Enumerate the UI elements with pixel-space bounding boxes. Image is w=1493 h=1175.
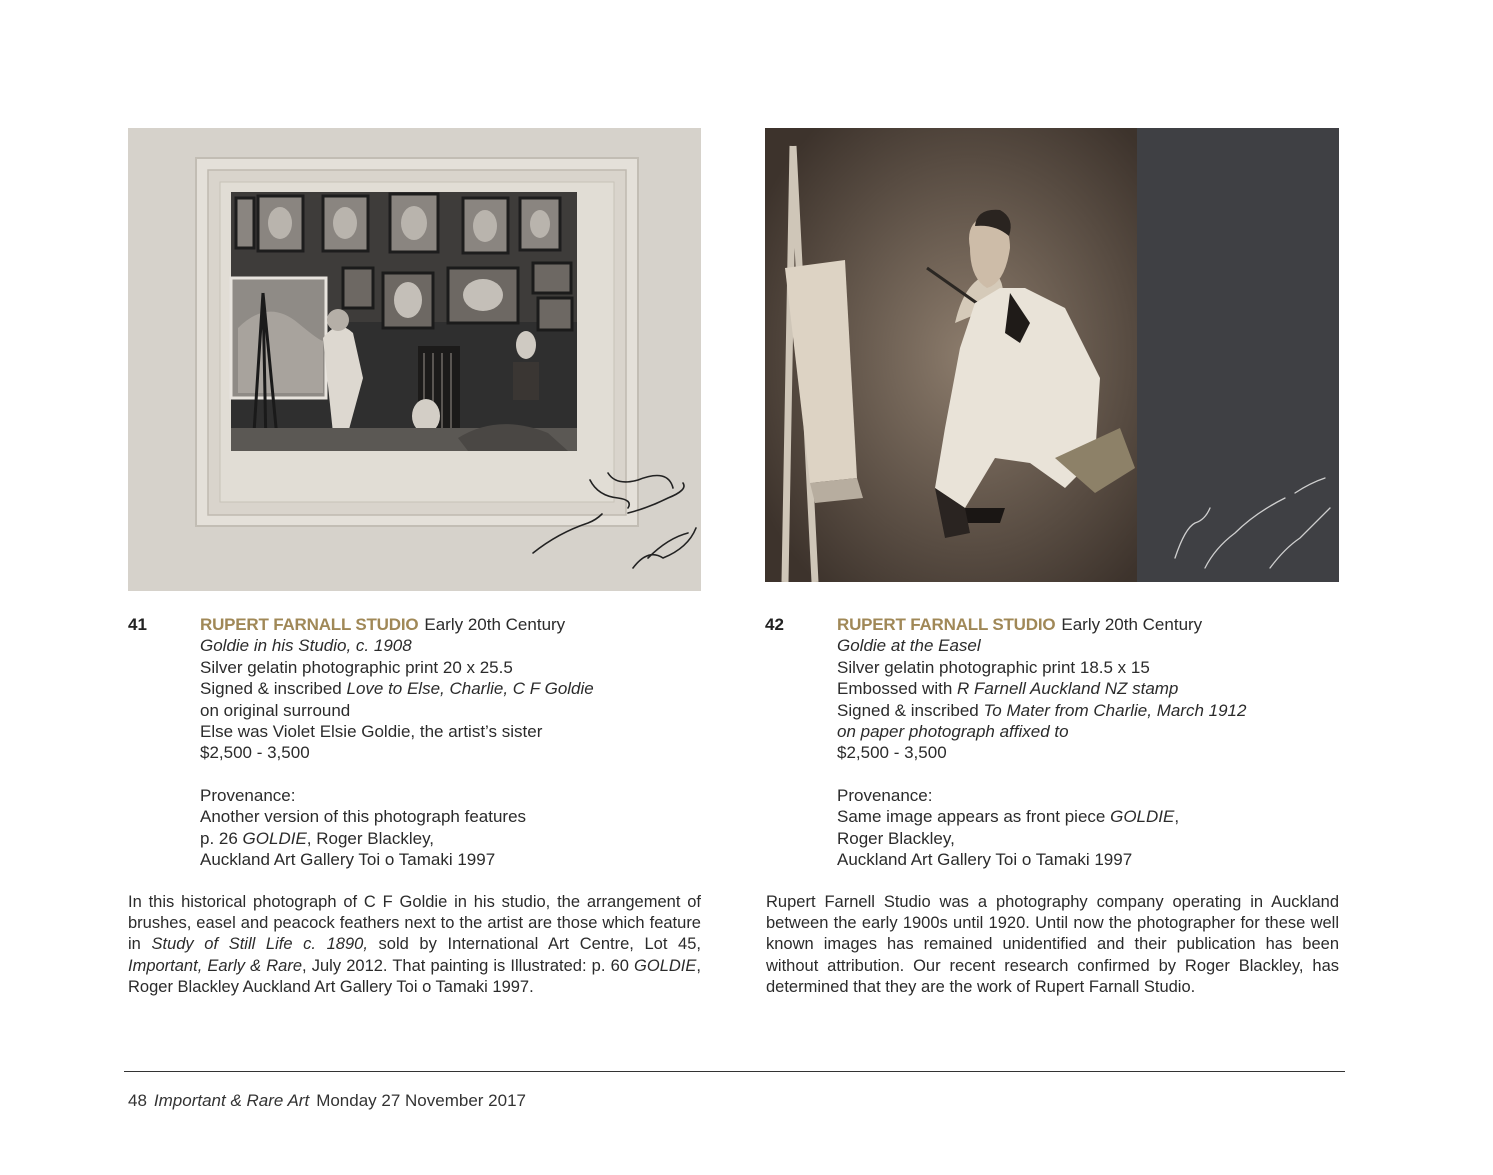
artwork-date: Early 20th Century xyxy=(1061,615,1203,634)
artwork-title: Goldie in his Studio, c. 1908 xyxy=(200,636,412,656)
sale-date: Monday 27 November 2017 xyxy=(316,1091,526,1110)
provenance-line-3: Auckland Art Gallery Toi o Tamaki 1997 xyxy=(200,850,496,870)
essay-text: In this historical photograph of C F Goldie in his studio, the arrangement of brushes, easel and peacock feathers next to the artist are those which feature in xyxy=(128,893,701,954)
signature-line-2: on original surround xyxy=(200,700,351,720)
artwork-title: Goldie at the Easel xyxy=(837,636,981,656)
provenance-text: Same image appears as front piece xyxy=(837,807,1111,827)
provenance-label: Provenance: xyxy=(837,785,933,805)
footer-rule xyxy=(124,1071,1345,1072)
signature-text: To Mater from Charlie, March 1912 xyxy=(983,700,1247,720)
lot-41-entry xyxy=(128,614,708,870)
artwork-medium: Silver gelatin photographic print 20 x 25.5 xyxy=(200,657,513,677)
provenance-line-3: Auckland Art Gallery Toi o Tamaki 1997 xyxy=(837,850,1133,870)
artist-name: RUPERT FARNALL STUDIO xyxy=(837,615,1056,634)
essay-text: , July 2012. That painting is Illustrated: p. 60 xyxy=(302,956,635,975)
signature-prefix: Signed & inscribed xyxy=(837,700,984,720)
estimate: $2,500 - 3,500 xyxy=(837,743,947,763)
provenance-line-2 xyxy=(200,828,708,849)
signature-line xyxy=(200,678,708,699)
signature-line xyxy=(837,700,1345,721)
emboss-line xyxy=(837,678,1345,699)
signature-text: Love to Else, Charlie, C F Goldie xyxy=(346,679,594,699)
estimate: $2,500 - 3,500 xyxy=(200,743,310,763)
provenance-author: , Roger Blackley, xyxy=(306,828,435,848)
artwork-date: Early 20th Century xyxy=(424,615,566,634)
lot-number: 42 xyxy=(765,615,784,634)
provenance-line-1: Another version of this photograph features xyxy=(200,807,527,827)
provenance-book: GOLDIE xyxy=(242,828,307,848)
signature-line-2: on paper photograph affixed to xyxy=(837,722,1069,742)
essay-book-title: GOLDIE xyxy=(634,956,697,975)
lot-details xyxy=(200,614,708,870)
lot-42-entry xyxy=(765,614,1345,870)
provenance-line-2: Roger Blackley, xyxy=(837,828,955,848)
artist-name: RUPERT FARNALL STUDIO xyxy=(200,615,419,634)
signature-prefix: Signed & inscribed xyxy=(200,679,347,699)
provenance-line-1 xyxy=(837,806,1345,827)
essay-artwork-title: Study of Still Life c. 1890, xyxy=(151,935,368,954)
page-footer xyxy=(128,1091,533,1111)
essay-text: sold by International Art Centre, Lot 45, xyxy=(367,935,701,954)
lot-41-essay xyxy=(128,892,701,998)
provenance-book: GOLDIE xyxy=(1110,807,1175,827)
lot-42-photograph xyxy=(765,128,1339,582)
catalogue-title: Important & Rare Art xyxy=(153,1091,310,1110)
emboss-text: R Farnell Auckland NZ stamp xyxy=(957,679,1179,699)
provenance-comma: , xyxy=(1174,807,1180,827)
lot-42-essay: Rupert Farnell Studio was a photography company operating in Auckland between the early 1900s until 1920. Until now the photographer for these well known images has remained unidentified and their publication has been without attribution. Our recent research confirmed by Roger Blackley, has determined that they are the work of Rupert Farnall Studio. xyxy=(766,893,1339,996)
lot-41-photograph xyxy=(128,128,701,591)
lot-details xyxy=(837,614,1345,870)
emboss-prefix: Embossed with xyxy=(837,679,957,699)
lot-heading xyxy=(837,614,1345,635)
provenance-page: p. 26 xyxy=(200,828,243,848)
lot-number: 41 xyxy=(128,615,147,634)
provenance-label: Provenance: xyxy=(200,785,296,805)
artwork-medium: Silver gelatin photographic print 18.5 x 15 xyxy=(837,657,1150,677)
lot-heading xyxy=(200,614,708,635)
essay-sale-title: Important, Early & Rare xyxy=(128,956,303,975)
page-number: 48 xyxy=(128,1091,147,1110)
essay-text: , Roger Blackley Auckland Art Gallery Toi o Tamaki 1997. xyxy=(128,956,701,996)
lot-41-photo-image xyxy=(128,128,701,591)
lot-note: Else was Violet Elsie Goldie, the artist’s sister xyxy=(200,722,543,742)
lot-42-photo-image xyxy=(765,128,1339,582)
